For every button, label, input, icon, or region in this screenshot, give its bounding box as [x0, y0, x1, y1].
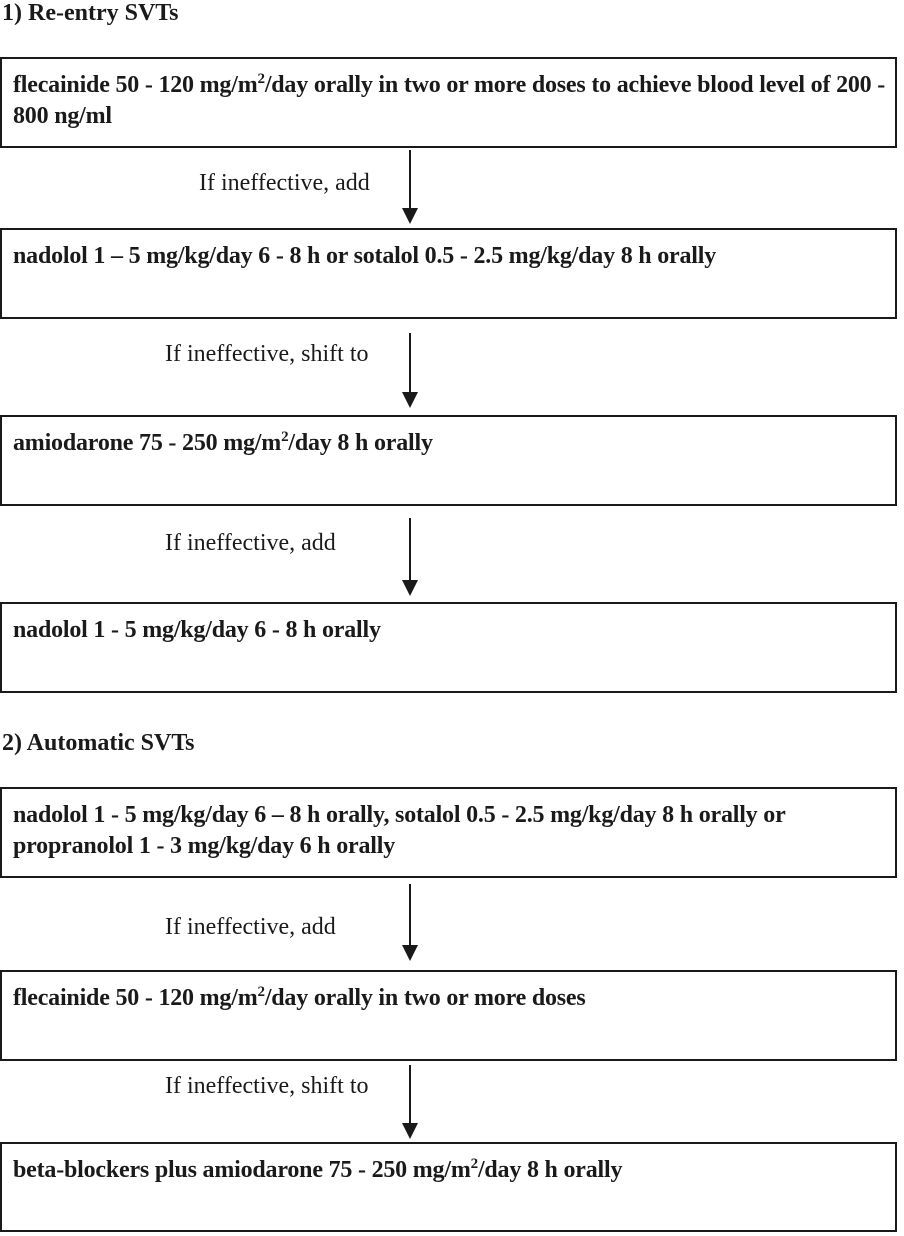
arrow-down: [409, 333, 411, 406]
arrow-down: [409, 1065, 411, 1137]
step-text: nadolol 1 – 5 mg/kg/day 6 - 8 h or sotalol 0.5 - 2.5 mg/kg/day 8 h orally: [13, 243, 717, 269]
step-text: nadolol 1 - 5 mg/kg/day 6 - 8 h orally: [13, 617, 381, 643]
step-text-part: flecainide 50 - 120 mg/m: [13, 72, 258, 98]
superscript: 2: [281, 429, 289, 445]
arrow-down: [409, 884, 411, 959]
step-text: [13, 428, 887, 459]
step-text: nadolol 1 - 5 mg/kg/day 6 – 8 h orally, sotalol 0.5 - 2.5 mg/kg/day 8 h orally or propranolol 1 - 3 mg/kg/day 6 h orally: [13, 802, 786, 859]
arrow-label: If ineffective, add: [165, 530, 336, 556]
step-box-flecainide: [0, 57, 897, 148]
step-text: [13, 1155, 887, 1186]
section-heading-reentry: 1) Re-entry SVTs: [2, 0, 179, 26]
superscript: 2: [257, 984, 265, 1000]
step-box-beta-blockers-amiodarone: [0, 1142, 897, 1232]
step-box-nadolol-sotalol: [0, 228, 897, 319]
step-text-part: amiodarone 75 - 250 mg/m: [13, 430, 282, 456]
step-text-part: /day orally in two or more doses to achieve blood level of 200 - 800 ng/ml: [13, 72, 886, 129]
arrow-down: [409, 518, 411, 594]
step-box-flecainide-2: [0, 970, 897, 1061]
step-box-amiodarone: [0, 415, 897, 506]
step-text: [13, 70, 887, 132]
arrow-label: If ineffective, add: [165, 914, 336, 940]
arrow-label: If ineffective, shift to: [165, 1073, 369, 1099]
step-text: [13, 983, 887, 1014]
superscript: 2: [470, 1156, 478, 1172]
arrow-label: If ineffective, add: [199, 170, 370, 196]
superscript: 2: [257, 71, 265, 87]
step-box-nadolol: [0, 602, 897, 693]
section-heading-automatic: 2) Automatic SVTs: [2, 730, 195, 756]
step-text-part: /day orally in two or more doses: [264, 985, 586, 1011]
arrow-down: [409, 150, 411, 222]
step-text-part: flecainide 50 - 120 mg/m: [13, 985, 258, 1011]
step-text-part: /day 8 h orally: [288, 430, 433, 456]
step-box-beta-blockers: [0, 787, 897, 878]
step-text-part: beta-blockers plus amiodarone 75 - 250 mg/m: [13, 1157, 471, 1183]
arrow-label: If ineffective, shift to: [165, 341, 369, 367]
step-text-part: /day 8 h orally: [477, 1157, 623, 1183]
